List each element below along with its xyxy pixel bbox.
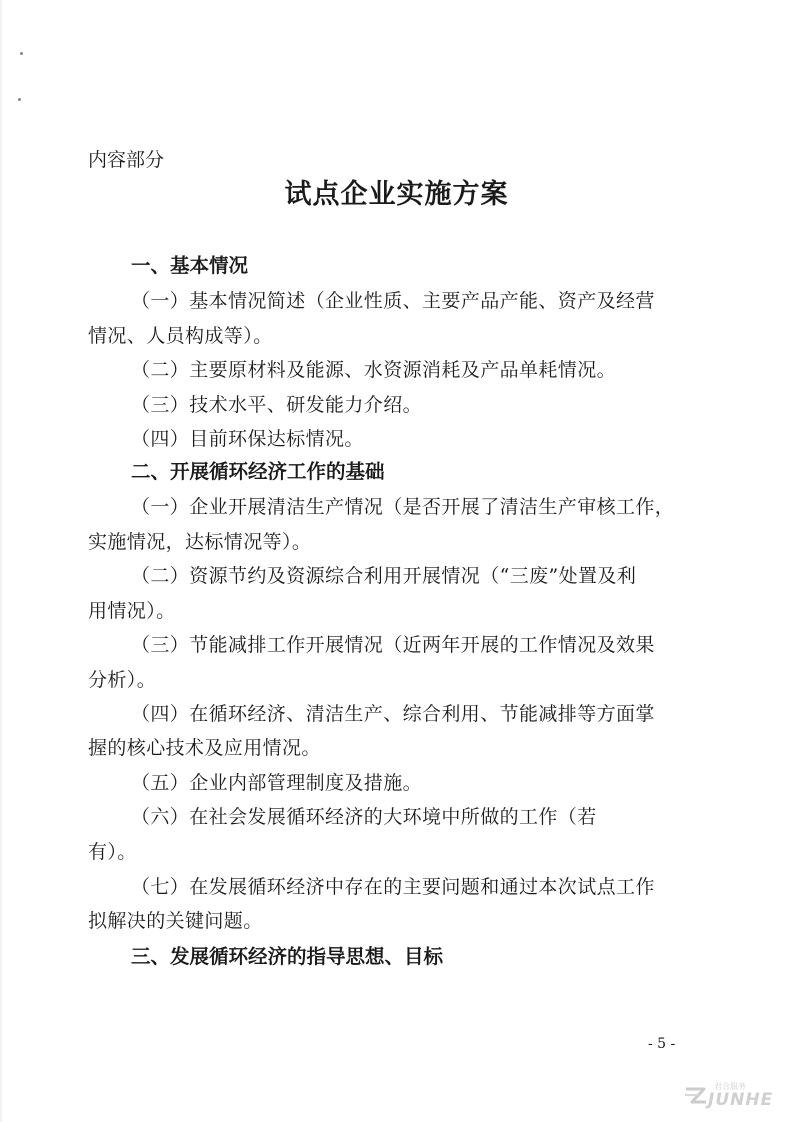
paragraph-line: （一）基本情况简述（企业性质、主要产品产能、资产及经营	[131, 290, 655, 312]
paragraph-line: 握的核心技术及应用情况。	[88, 737, 321, 759]
paragraph-line: 有）。	[88, 841, 137, 863]
paragraph-line: （六）在社会发展循环经济的大环境中所做的工作（若	[131, 806, 597, 828]
paragraph-line: （三）节能减排工作开展情况（近两年开展的工作情况及效果	[131, 634, 655, 656]
paragraph-line: （三）技术水平、研发能力介绍。	[131, 394, 423, 416]
page-number: - 5 -	[648, 1036, 676, 1052]
paragraph-line: （五）企业内部管理制度及措施。	[131, 772, 423, 794]
paragraph-line: （四）目前环保达标情况。	[131, 428, 364, 450]
paragraph-line: 分析）。	[88, 669, 157, 691]
section-label: 内容部分	[88, 149, 165, 171]
watermark-tagline: 君合服务	[714, 1082, 746, 1091]
paragraph-line: 情况、人员构成等）。	[88, 325, 273, 347]
scan-edge	[0, 0, 2, 1122]
watermark-logo	[684, 1084, 782, 1110]
paragraph-line: （四）在循环经济、清洁生产、综合利用、节能减排等方面掌	[131, 703, 655, 725]
paragraph-line: 用情况）。	[88, 600, 176, 622]
paragraph-line: （二）资源节约及资源综合利用开展情况（“三废”处置及利	[131, 565, 637, 587]
scan-speck	[20, 52, 23, 55]
watermark-brand: JUNHE	[708, 1090, 774, 1110]
heading-guiding-thought: 三、发展循环经济的指导思想、目标	[131, 945, 444, 968]
junhe-logo-icon	[684, 1086, 708, 1106]
paragraph-line: 实施情况，达标情况等）。	[88, 531, 312, 553]
paragraph-line: 拟解决的关键问题。	[88, 910, 263, 932]
heading-basic-info: 一、基本情况	[131, 254, 249, 277]
paragraph-line: （二）主要原材料及能源、水资源消耗及产品单耗情况。	[131, 359, 617, 381]
heading-foundation: 二、开展循环经济工作的基础	[131, 460, 385, 483]
scan-speck	[18, 98, 21, 101]
document-title: 试点企业实施方案	[284, 179, 509, 210]
paragraph-line: （一）企业开展清洁生产情况（是否开展了清洁生产审核工作，	[131, 496, 675, 518]
paragraph-line: （七）在发展循环经济中存在的主要问题和通过本次试点工作	[131, 876, 655, 898]
